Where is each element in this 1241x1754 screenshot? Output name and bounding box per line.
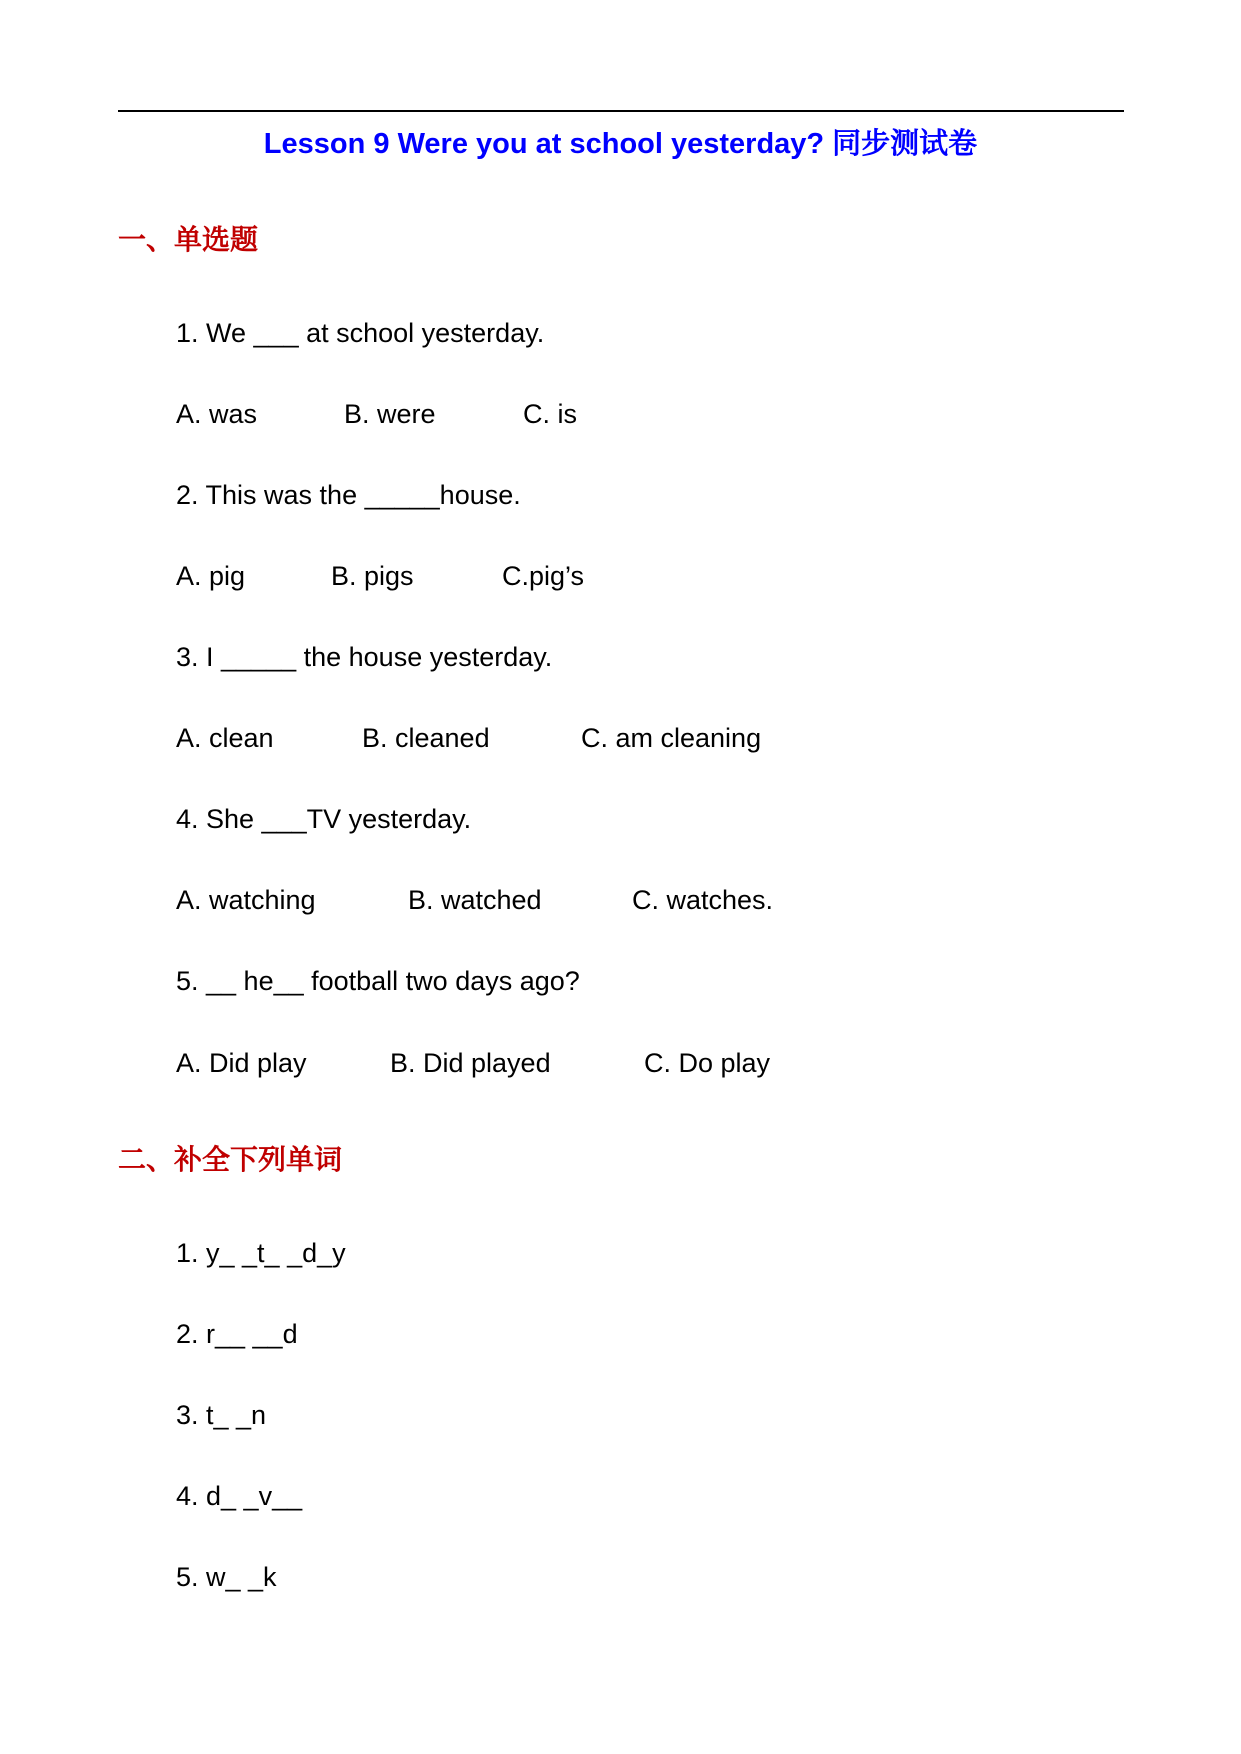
question-stem: 5. __ he__ football two days ago? [176,966,580,996]
word-item: 2. r__ __d [176,1319,298,1349]
option-c: C.pig’s [502,561,585,591]
option-b: B. Did played [390,1048,551,1078]
option-a: A. clean [176,723,274,753]
header-rule [118,110,1124,112]
option-b: B. were [344,399,436,429]
question-stem: 1. We ___ at school yesterday. [176,318,545,348]
option-c: C. am cleaning [581,723,762,753]
option-a: A. was [176,399,258,429]
option-a: A. pig [176,561,246,591]
option-a: A. watching [176,885,316,915]
option-c: C. Do play [644,1048,771,1078]
option-b: B. cleaned [362,723,490,753]
document-title: Lesson 9 Were you at school yesterday? 同步测试卷 [263,128,978,160]
option-b: B. pigs [331,561,414,591]
section-heading-single-choice: 一、单选题 [118,223,259,256]
option-a: A. Did play [176,1048,307,1078]
option-c: C. watches. [632,885,774,915]
section-heading-word-completion: 二、补全下列单词 [118,1143,343,1176]
word-item: 3. t_ _n [176,1400,267,1430]
word-item: 4. d_ _v__ [176,1481,303,1511]
option-b: B. watched [408,885,542,915]
word-item: 5. w_ _k [176,1562,277,1592]
question-stem: 3. I _____ the house yesterday. [176,642,553,672]
question-stem: 4. She ___TV yesterday. [176,804,472,834]
option-c: C. is [523,399,577,429]
word-item: 1. y_ _t_ _d_y [176,1238,346,1268]
question-stem: 2. This was the _____house. [176,480,521,510]
